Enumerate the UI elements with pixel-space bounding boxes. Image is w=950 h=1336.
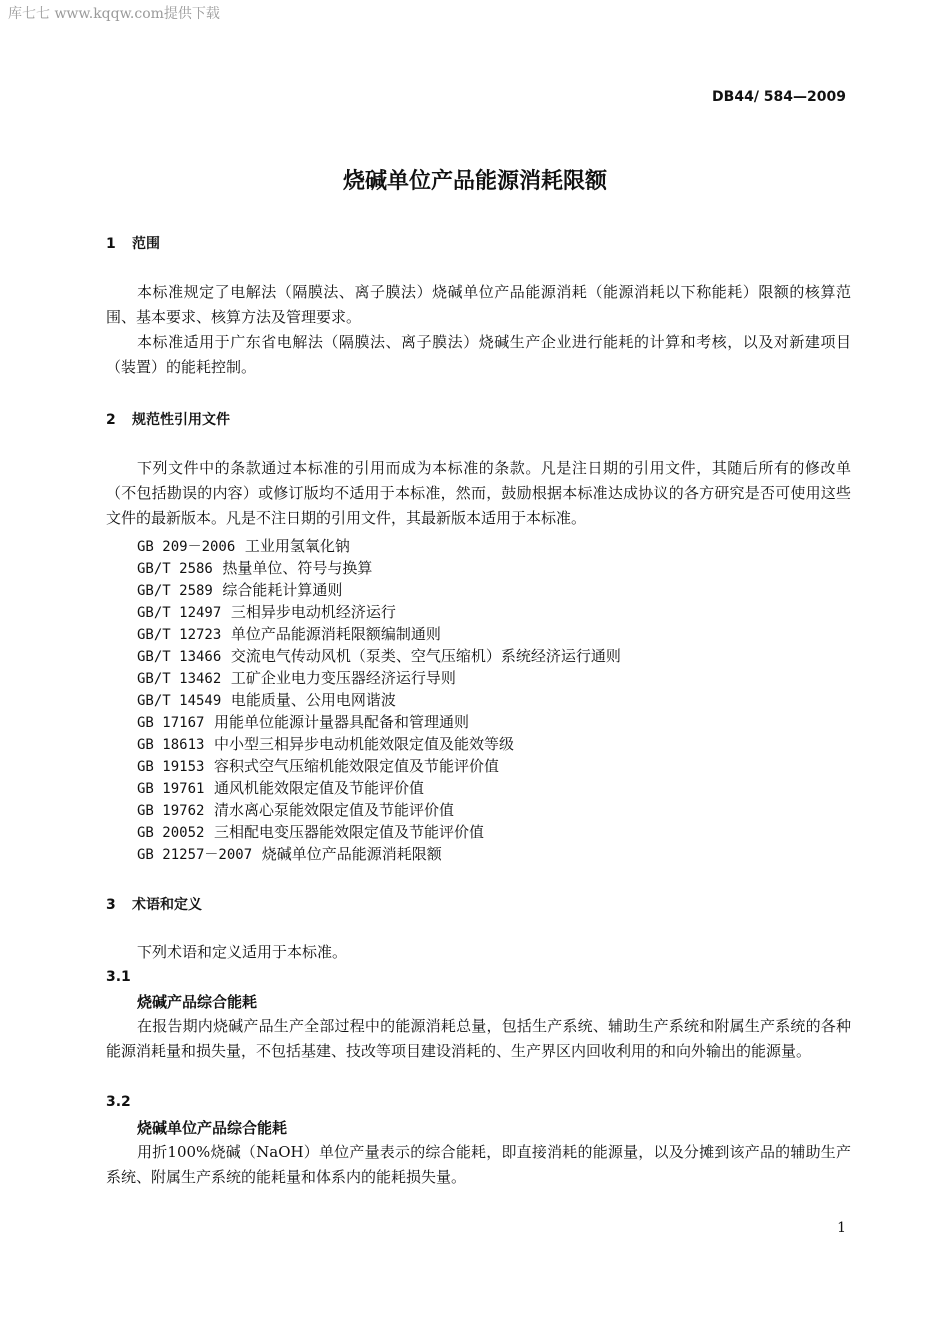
reference-item [137,579,621,601]
reference-list [137,535,621,865]
section-3-heading [106,894,202,914]
reference-item [137,711,621,733]
reference-title: 用能单位能源计量器具配备和管理通则 [213,713,469,731]
term-number: 3.1 [106,969,131,985]
section-number: 2 [106,412,116,428]
document-title: 烧碱单位产品能源消耗限额 [342,169,607,194]
reference-title: 工业用氢氧化钠 [244,537,350,555]
reference-item [137,557,621,579]
reference-item [137,689,621,711]
reference-code: GB 17167 [137,715,205,731]
section-number: 3 [106,897,116,913]
reference-title: 三相异步电动机经济运行 [230,603,396,621]
reference-title: 工矿企业电力变压器经济运行导则 [230,669,456,687]
reference-title: 通风机能效限定值及节能评价值 [213,779,424,797]
section-title: 范围 [132,236,160,252]
watermark-text: 库七七 www.kqqw.com提供下载 [8,6,220,22]
reference-item [137,535,621,557]
terms-intro-paragraph: 下列术语和定义适用于本标准。 [137,943,348,961]
reference-title: 容积式空气压缩机能效限定值及节能评价值 [213,757,499,775]
reference-title: 烧碱单位产品能源消耗限额 [261,845,442,863]
reference-item [137,601,621,623]
reference-item [137,667,621,689]
reference-title: 热量单位、符号与换算 [222,559,373,577]
reference-item [137,623,621,645]
reference-item [137,821,621,843]
reference-code: GB/T 2586 [137,561,213,577]
reference-code: GB 20052 [137,825,205,841]
reference-item [137,645,621,667]
term-definition: 在报告期内烧碱产品生产全部过程中的能源消耗总量，包括生产系统、辅助生产系统和附属生产系统的各种能源消耗量和损失量，不包括基建、技改等项目建设消耗的、生产界区内回收利用的和向外输出的能源量。 [106,1017,851,1060]
reference-code: GB 19153 [137,759,205,775]
reference-code: GB/T 14549 [137,693,222,709]
reference-title: 电能质量、公用电网谐波 [230,691,396,709]
reference-code: GB 19762 [137,803,205,819]
reference-item [137,755,621,777]
section-title: 规范性引用文件 [132,412,230,428]
term-definition: 用折100%烧碱（NaOH）单位产量表示的综合能耗，即直接消耗的能源量，以及分摊到该产品的辅助生产系统、附属生产系统的能耗量和体系内的能耗损失量。 [106,1143,851,1186]
reference-code: GB/T 12497 [137,605,222,621]
scope-paragraph-1: 本标准规定了电解法（隔膜法、离子膜法）烧碱单位产品能源消耗（能源消耗以下称能耗）限额的核算范围、基本要求、核算方法及管理要求。 [106,283,851,326]
reference-code: GB 21257－2007 [137,847,253,863]
term-name: 烧碱单位产品综合能耗 [137,1119,288,1137]
section-title: 术语和定义 [132,897,202,913]
reference-title: 清水离心泵能效限定值及节能评价值 [213,801,454,819]
reference-code: GB 18613 [137,737,205,753]
page-number: 1 [837,1220,846,1236]
reference-code: GB/T 12723 [137,627,222,643]
standard-code: DB44/ 584—2009 [712,89,846,105]
reference-title: 中小型三相异步电动机能效限定值及能效等级 [213,735,514,753]
reference-title: 三相配电变压器能效限定值及节能评价值 [213,823,484,841]
reference-code: GB 209－2006 [137,539,236,555]
reference-title: 综合能耗计算通则 [222,581,343,599]
reference-item [137,799,621,821]
reference-code: GB 19761 [137,781,205,797]
reference-code: GB/T 2589 [137,583,213,599]
reference-code: GB/T 13466 [137,649,222,665]
section-number: 1 [106,236,116,252]
term-number: 3.2 [106,1094,131,1110]
reference-item [137,843,621,865]
section-2-heading [106,409,230,429]
references-intro-paragraph: 下列文件中的条款通过本标准的引用而成为本标准的条款。凡是注日期的引用文件，其随后所有的修改单（不包括勘误的内容）或修订版均不适用于本标准，然而，鼓励根据本标准达成协议的各方研究是否可使用这些文件的最新版本。凡是不注日期的引用文件，其最新版本适用于本标准。 [106,459,851,527]
reference-code: GB/T 13462 [137,671,222,687]
scope-paragraph-2: 本标准适用于广东省电解法（隔膜法、离子膜法）烧碱生产企业进行能耗的计算和考核，以及对新建项目（装置）的能耗控制。 [106,333,851,376]
reference-item [137,733,621,755]
reference-title: 单位产品能源消耗限额编制通则 [230,625,441,643]
section-1-heading [106,233,160,253]
reference-title: 交流电气传动风机（泵类、空气压缩机）系统经济运行通则 [230,647,621,665]
term-name: 烧碱产品综合能耗 [137,993,258,1011]
reference-item [137,777,621,799]
